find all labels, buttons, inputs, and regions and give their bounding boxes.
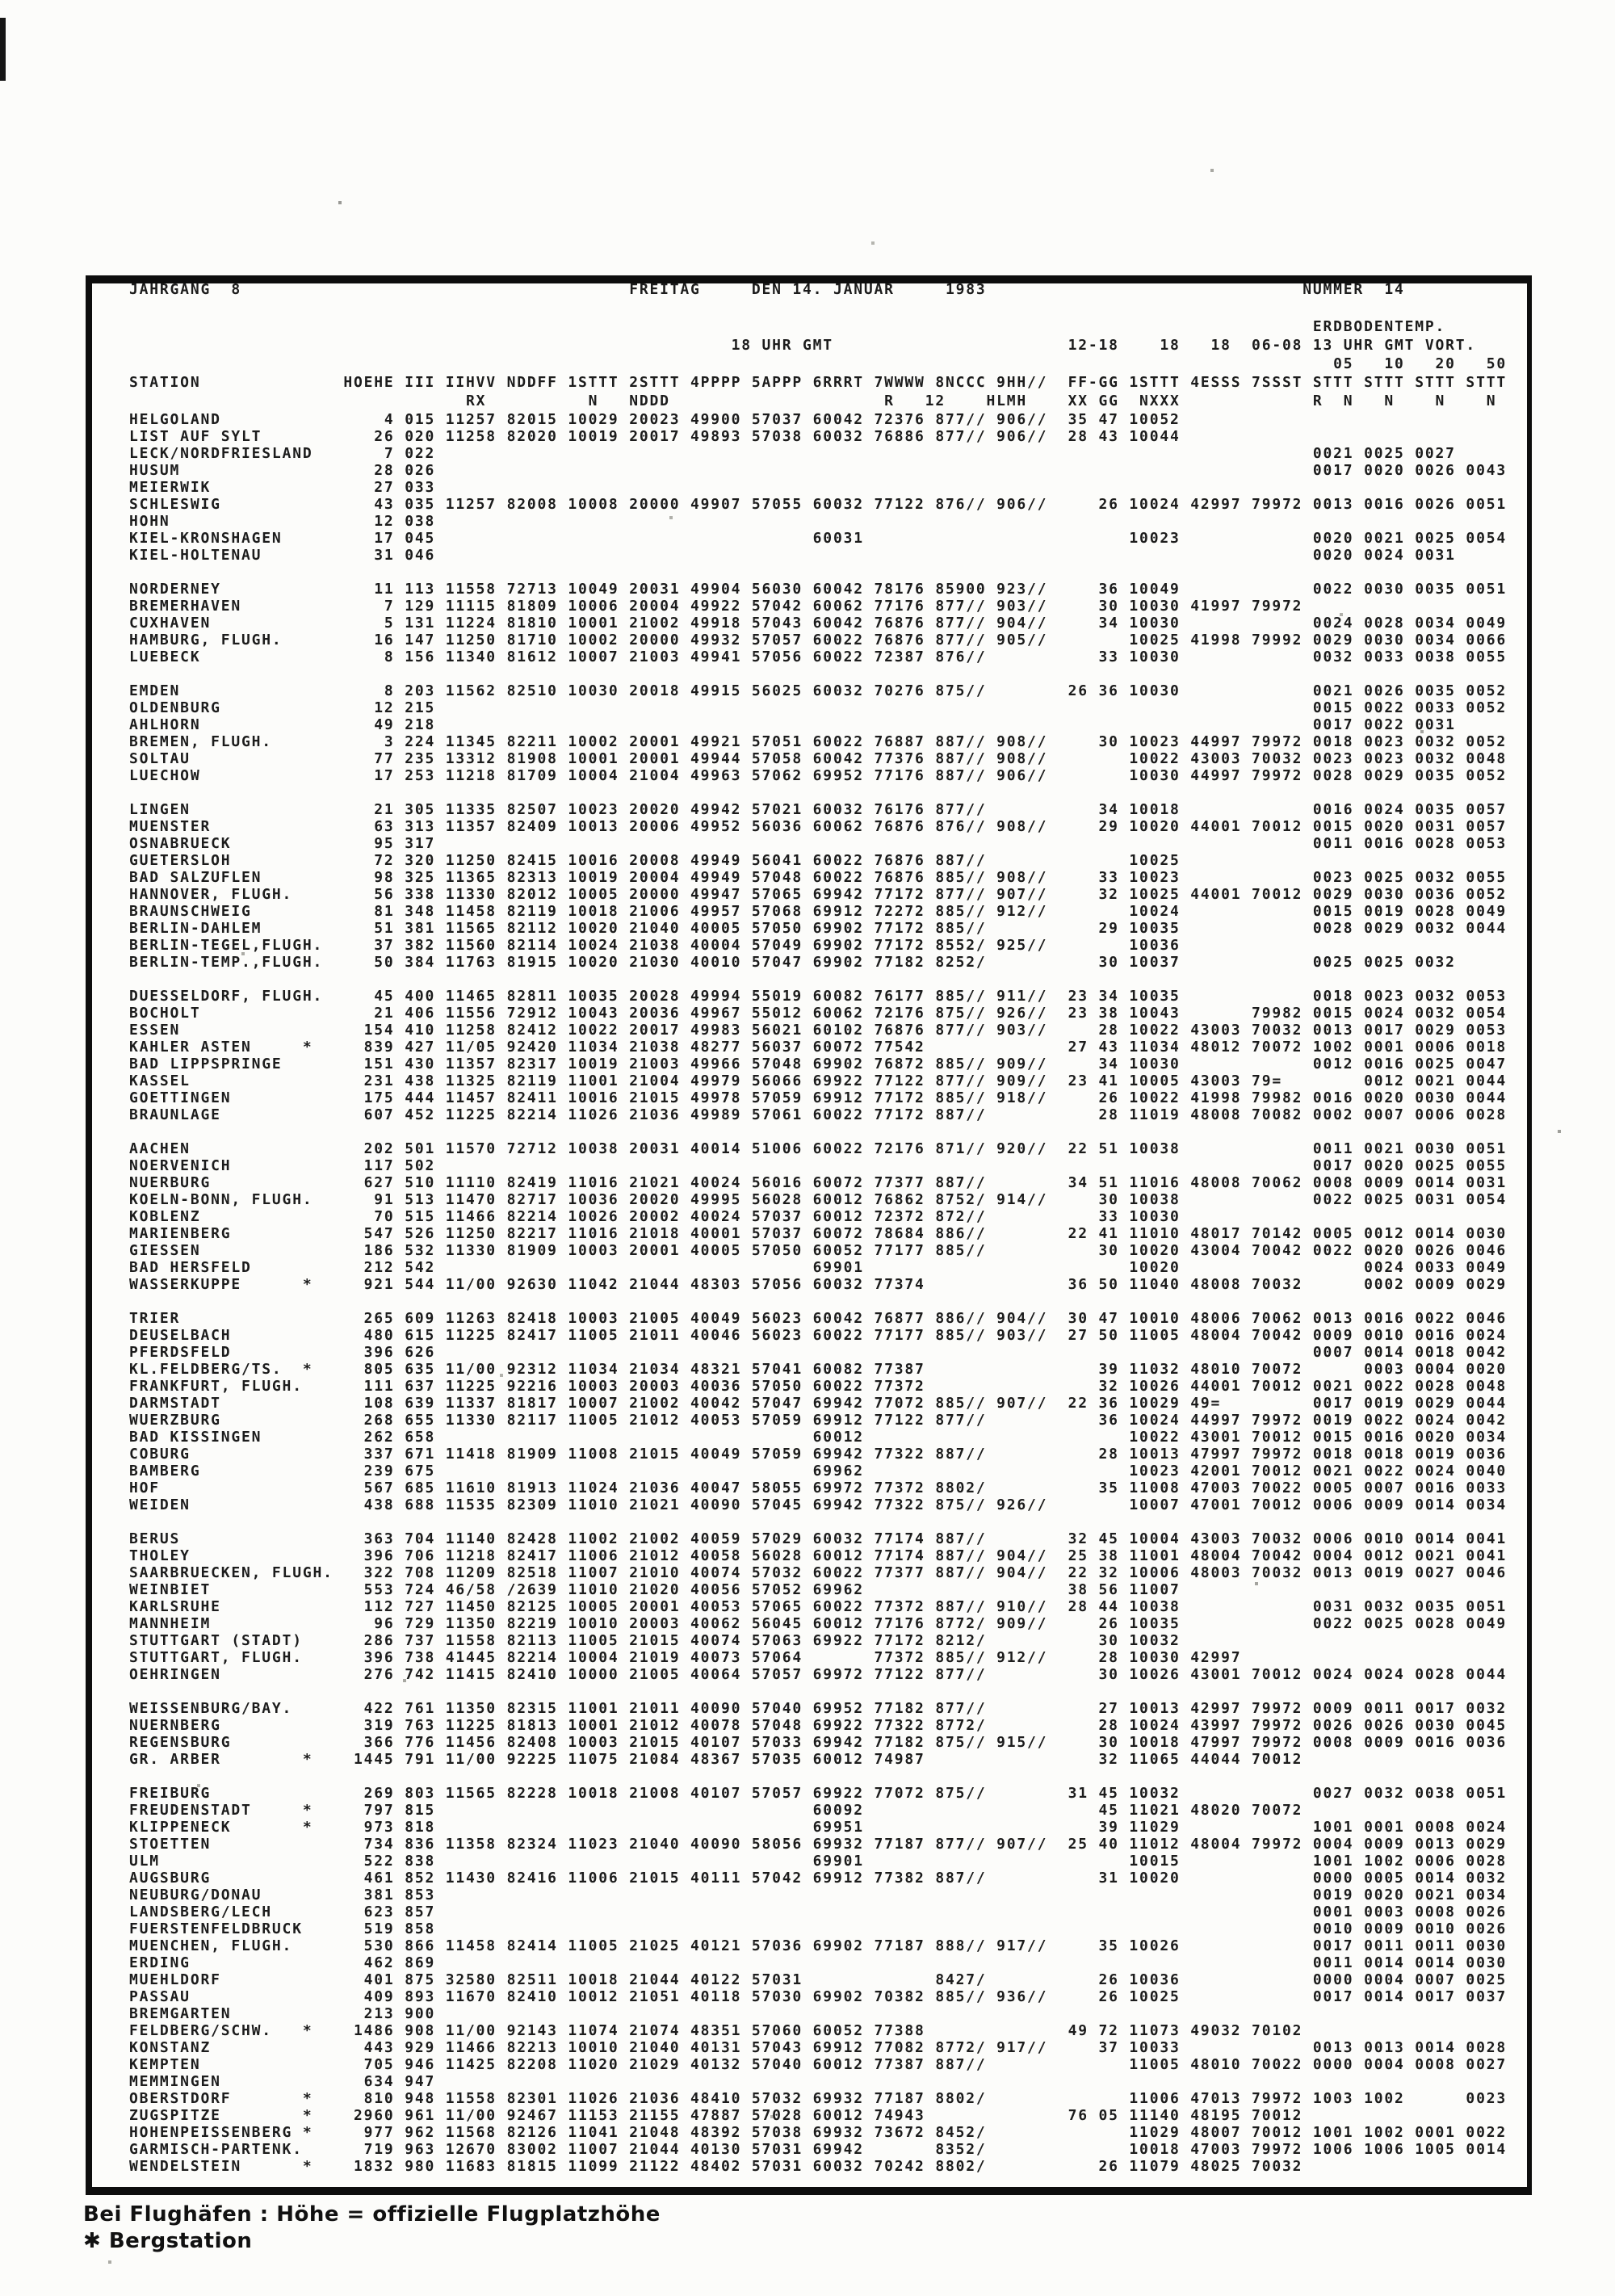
- station-row: KARLSRUHE 112 727 11450 82125 10005 20001 40053 57065 60022 77372 887// 910// 28 44 10038 0031 0032 0035 0051: [129, 1598, 1507, 1615]
- station-row: STUTTGART (STADT) 286 737 11558 82113 11005 21015 40074 57063 69922 77172 8212/ 30 10032: [129, 1632, 1181, 1649]
- station-row: BREMGARTEN 213 900: [129, 2005, 436, 2022]
- station-row: LUEBECK 8 156 11340 81612 10007 21003 49941 57056 60022 72387 876// 33 10030 0032 0033 0038 0055: [129, 649, 1507, 665]
- station-row: FELDBERG/SCHW. * 1486 908 11/00 92143 11074 21074 48351 57060 60052 77388 49 72 11073 49032 70102: [129, 2022, 1303, 2039]
- station-row: ZUGSPITZE * 2960 961 11/00 92467 11153 21155 47887 57028 60012 74943 76 05 11140 48195 70012: [129, 2107, 1303, 2124]
- station-row: SAARBRUECKEN, FLUGH. 322 708 11209 82518 11007 21010 40074 57032 60022 77377 887// 904// 22 32 10006 48003 70032 0013 0019 0027 0046: [129, 1564, 1507, 1581]
- observation-time-line: 18 UHR GMT 12-18 18 18 06-08 13 UHR GMT VORT.: [129, 337, 1477, 354]
- station-row: BERUS 363 704 11140 82428 11002 21002 40059 57029 60032 77174 887// 32 45 10004 43003 70032 0006 0010 0014 0041: [129, 1530, 1507, 1547]
- station-row: STUTTGART, FLUGH. 396 738 41445 82214 10004 21019 40073 57064 77372 885// 912// 28 10030 42997: [129, 1649, 1242, 1666]
- station-row: BREMERHAVEN 7 129 11115 81809 10006 20004 49922 57042 60062 77176 877// 903// 30 10030 41997 79972: [129, 598, 1303, 615]
- station-row: WEISSENBURG/BAY. 422 761 11350 82315 11001 21011 40090 57040 69952 77182 877// 27 10013 42997 79972 0009 0011 0017 0032: [129, 1700, 1507, 1717]
- column-header-line: STATION HOEHE III IIHVV NDDFF 1STTT 2STTT 4PPPP 5APPP 6RRRT 7WWWW 8NCCC 9HH// FF-GG 1STTT 4ESSS 7SSST STTT STTT STTT STTT: [129, 374, 1507, 391]
- station-row: ESSEN 154 410 11258 82412 10022 20017 49983 56021 60102 76876 877// 903// 28 10022 43003 70032 0013 0017 0029 0053: [129, 1022, 1507, 1039]
- station-row: LIST AUF SYLT 26 020 11258 82020 10019 20017 49893 57038 60032 76886 877// 906// 28 43 10044: [129, 428, 1181, 445]
- station-row: ERDING 462 869 0011 0014 0014 0030: [129, 1954, 1507, 1971]
- station-row: TRIER 265 609 11263 82418 10003 21005 40049 56023 60042 76877 886// 904// 30 47 10010 48006 70062 0013 0016 0022 0046: [129, 1310, 1507, 1327]
- station-row: WUERZBURG 268 655 11330 82117 11005 21012 40053 57059 69912 77122 877// 36 10024 44997 79972 0019 0022 0024 0042: [129, 1412, 1507, 1429]
- station-row: MUENCHEN, FLUGH. 530 866 11458 82414 11005 21025 40121 57036 69902 77187 888// 917// 35 10026 0017 0011 0011 0030: [129, 1937, 1507, 1954]
- station-row: GIESSEN 186 532 11330 81909 10003 20001 40005 57050 60052 77177 885// 30 10020 43004 70042 0022 0020 0026 0046: [129, 1242, 1507, 1259]
- station-row: BOCHOLT 21 406 11556 72912 10043 20036 49967 55012 60062 72176 875// 926// 23 38 10043 79982 0015 0024 0032 0054: [129, 1005, 1507, 1022]
- station-row: AUGSBURG 461 852 11430 82416 11006 21015 40111 57042 69912 77382 887// 31 10020 0000 0005 0014 0032: [129, 1870, 1507, 1887]
- station-row: BERLIN-TEGEL,FLUGH. 37 382 11560 82114 10024 21038 40004 57049 69902 77172 8552/ 925// 10036: [129, 937, 1181, 954]
- station-row: LANDSBERG/LECH 623 857 0001 0003 0008 0026: [129, 1904, 1507, 1920]
- station-row: HOHN 12 038: [129, 513, 436, 530]
- station-row: NUERNBERG 319 763 11225 81813 10001 21012 40078 57048 69922 77322 8772/ 28 10024 43997 79972 0026 0026 0030 0045: [129, 1717, 1507, 1734]
- station-row: NUERBURG 627 510 11110 82419 11016 21021 40024 56016 60072 77377 887// 34 51 11016 48008 70062 0008 0009 0014 0031: [129, 1174, 1507, 1191]
- station-row: HOF 567 685 11610 81913 11024 21036 40047 58055 69972 77372 8802/ 35 11008 47003 70022 0005 0007 0016 0033: [129, 1480, 1507, 1496]
- station-row: KONSTANZ 443 929 11466 82213 10010 21040 40131 57043 69912 77082 8772/ 917// 37 10033 0013 0013 0014 0028: [129, 2039, 1507, 2056]
- station-row: BERLIN-DAHLEM 51 381 11565 82112 10020 21040 40005 57050 69902 77172 885// 29 10035 0028 0029 0032 0044: [129, 920, 1507, 937]
- station-row: NOERVENICH 117 502 0017 0020 0025 0055: [129, 1157, 1507, 1174]
- erdbodentemp-header-line: ERDBODENTEMP.: [129, 318, 1446, 335]
- station-row: CUXHAVEN 5 131 11224 81810 10001 21002 49918 57043 60042 76876 877// 904// 34 10030 0024 0028 0034 0049: [129, 615, 1507, 632]
- station-row: GUETERSLOH 72 320 11250 82415 10016 20008 49949 56041 60022 76876 887// 10025: [129, 852, 1181, 869]
- column-subheader-line: RX N NDDD R 12 HLMH XX GG NXXX R N N N N: [129, 392, 1497, 409]
- station-row: FUERSTENFELDBRUCK 519 858 0010 0009 0010 0026: [129, 1920, 1507, 1937]
- station-row: WEIDEN 438 688 11535 82309 11010 21021 40090 57045 69942 77322 875// 926// 10007 47001 70012 0006 0009 0014 0034: [129, 1496, 1507, 1513]
- station-row: GOETTINGEN 175 444 11457 82411 10016 21015 49978 57059 69912 77172 885// 918// 26 10022 41998 79982 0016 0020 0030 0044: [129, 1089, 1507, 1106]
- station-row: BERLIN-TEMP.,FLUGH. 50 384 11763 81915 10020 21030 40010 57047 69902 77182 8252/ 30 10037 0025 0025 0032: [129, 954, 1456, 971]
- station-row: SOLTAU 77 235 13312 81908 10001 20001 49944 57058 60042 77376 887// 908// 10022 43003 70032 0023 0023 0032 0048: [129, 750, 1507, 767]
- station-row: KASSEL 231 438 11325 82119 11001 21004 49979 56066 69922 77122 877// 909// 23 41 10005 43003 79= 0012 0021 0044: [129, 1072, 1507, 1089]
- station-row: AACHEN 202 501 11570 72712 10038 20031 40014 51006 60022 72176 871// 920// 22 51 10038 0011 0021 0030 0051: [129, 1140, 1507, 1157]
- station-row: NORDERNEY 11 113 11558 72713 10049 20031 49904 56030 60042 78176 85900 923// 36 10049 0022 0030 0035 0051: [129, 581, 1507, 598]
- footnote-airport-altitude: Bei Flughäfen : Höhe = offizielle Flugplatzhöhe: [83, 2202, 661, 2227]
- station-row: KEMPTEN 705 946 11425 82208 11020 21029 40132 57040 60012 77387 887// 11005 48010 70022 0000 0004 0008 0027: [129, 2056, 1507, 2073]
- station-row: WASSERKUPPE * 921 544 11/00 92630 11042 21044 48303 57056 60032 77374 36 50 11040 48008 70032 0002 0009 0029: [129, 1276, 1507, 1293]
- station-row: THOLEY 396 706 11218 82417 11006 21012 40058 56028 60012 77174 887// 904// 25 38 11001 48004 70042 0004 0012 0021 0041: [129, 1547, 1507, 1564]
- station-row: KOBLENZ 70 515 11466 82214 10026 20002 40024 57037 60012 72372 872// 33 10030: [129, 1208, 1181, 1225]
- station-row: HANNOVER, FLUGH. 56 338 11330 82012 10005 20000 49947 57065 69942 77172 877// 907// 32 10025 44001 70012 0029 0030 0036 0052: [129, 886, 1507, 903]
- station-row: BAD SALZUFLEN 98 325 11365 82313 10019 20004 49949 57048 60022 76876 885// 908// 33 10023 0023 0025 0032 0055: [129, 869, 1507, 886]
- station-row: REGENSBURG 366 776 11456 82408 10003 21015 40107 57033 69942 77182 875// 915// 30 10018 47997 79972 0008 0009 0016 0036: [129, 1734, 1507, 1751]
- masthead-line: JAHRGANG 8 FREITAG DEN 14. JANUAR 1983 NUMMER 14: [129, 281, 1405, 298]
- station-row: FREIBURG 269 803 11565 82228 10018 21008 40107 57057 69922 77072 875// 31 45 10032 0027 0032 0038 0051: [129, 1785, 1507, 1802]
- station-row: MUENSTER 63 313 11357 82409 10013 20006 49952 56036 60062 76876 876// 908// 29 10020 44001 70012 0015 0020 0031 0057: [129, 818, 1507, 835]
- station-row: KOELN-BONN, FLUGH. 91 513 11470 82717 10036 20020 49995 56028 60012 76862 8752/ 914// 30 10038 0022 0025 0031 0054: [129, 1191, 1507, 1208]
- station-row: KL.FELDBERG/TS. * 805 635 11/00 92312 11034 21034 48321 57041 60082 77387 39 11032 48010 70072 0003 0004 0020: [129, 1361, 1507, 1378]
- station-row: HAMBURG, FLUGH. 16 147 11250 81710 10002 20000 49932 57057 60022 76876 877// 905// 10025 41998 79992 0029 0030 0034 0066: [129, 632, 1507, 649]
- station-row: DARMSTADT 108 639 11337 81817 10007 21002 40042 57047 69942 77072 885// 907// 22 36 10029 49= 0017 0019 0029 0044: [129, 1395, 1507, 1412]
- station-row: LUECHOW 17 253 11218 81709 10004 21004 49963 57062 69952 77176 887// 906// 10030 44997 79972 0028 0029 0035 0052: [129, 767, 1507, 784]
- station-row: OLDENBURG 12 215 0015 0022 0033 0052: [129, 699, 1507, 716]
- station-row: OSNABRUECK 95 317 0011 0016 0028 0053: [129, 835, 1507, 852]
- station-row: DUESSELDORF, FLUGH. 45 400 11465 82811 10035 20028 49994 55019 60082 76177 885// 911// 23 34 10035 0018 0023 0032 0053: [129, 988, 1507, 1005]
- station-row: HELGOLAND 4 015 11257 82015 10029 20023 49900 57037 60042 72376 877// 906// 35 47 10052: [129, 411, 1181, 428]
- station-row: STOETTEN 734 836 11358 82324 11023 21040 40090 58056 69932 77187 877// 907// 25 40 11012 48004 79972 0004 0009 0013 0029: [129, 1836, 1507, 1853]
- station-row: BAD HERSFELD 212 542 69901 10020 0024 0033 0049: [129, 1259, 1507, 1276]
- station-row: GR. ARBER * 1445 791 11/00 92225 11075 21084 48367 57035 60012 74987 32 11065 44044 70012: [129, 1751, 1303, 1768]
- station-row: MEIERWIK 27 033: [129, 479, 436, 496]
- station-row: FRANKFURT, FLUGH. 111 637 11225 92216 10003 20003 40036 57050 60022 77372 32 10026 44001 70012 0021 0022 0028 0048: [129, 1378, 1507, 1395]
- station-row: LECK/NORDFRIESLAND 7 022 0021 0025 0027: [129, 445, 1456, 462]
- station-row: GARMISCH-PARTENK. 719 963 12670 83002 11007 21044 40130 57031 69942 8352/ 10018 47003 79972 1006 1006 1005 0014: [129, 2141, 1507, 2158]
- station-row: LINGEN 21 305 11335 82507 10023 20020 49942 57021 60032 76176 877// 34 10018 0016 0024 0035 0057: [129, 801, 1507, 818]
- station-row: BAD LIPPSPRINGE 151 430 11357 82317 10019 21003 49966 57048 69902 76872 885// 909// 34 10030 0012 0016 0025 0047: [129, 1056, 1507, 1072]
- station-row: MUEHLDORF 401 875 32580 82511 10018 21044 40122 57031 8427/ 26 10036 0000 0004 0007 0025: [129, 1971, 1507, 1988]
- station-row: NEUBURG/DONAU 381 853 0019 0020 0021 0034: [129, 1887, 1507, 1904]
- station-row: KIEL-HOLTENAU 31 046 0020 0024 0031: [129, 547, 1456, 564]
- station-row: WEINBIET 553 724 46/58 /2639 11010 21020 40056 57052 69962 38 56 11007: [129, 1581, 1181, 1598]
- station-row: DEUSELBACH 480 615 11225 82417 11005 21011 40046 56023 60022 77177 885// 903// 27 50 11005 48004 70042 0009 0010 0016 0024: [129, 1327, 1507, 1344]
- footnote-bergstation: ✱ Bergstation: [83, 2229, 253, 2253]
- station-row: BREMEN, FLUGH. 3 224 11345 82211 10002 20001 49921 57051 60022 76887 887// 908// 30 10023 44997 79972 0018 0023 0032 0052: [129, 733, 1507, 750]
- station-row: BAD KISSINGEN 262 658 60012 10022 43001 70012 0015 0016 0020 0034: [129, 1429, 1507, 1446]
- station-row: MANNHEIM 96 729 11350 82219 10010 20003 40062 56045 60012 77176 8772/ 909// 26 10035 0022 0025 0028 0049: [129, 1615, 1507, 1632]
- station-row: MEMMINGEN 634 947: [129, 2073, 436, 2090]
- station-row: OBERSTDORF * 810 948 11558 82301 11026 21036 48410 57032 69932 77187 8802/ 11006 47013 79972 1003 1002 0023: [129, 2090, 1507, 2107]
- station-row: ULM 522 838 69901 10015 1001 1002 0006 0028: [129, 1853, 1507, 1870]
- station-row: FREUDENSTADT * 797 815 60092 45 11021 48020 70072: [129, 1802, 1303, 1819]
- station-row: BRAUNSCHWEIG 81 348 11458 82119 10018 21006 49957 57068 69912 72272 885// 912// 10024 0015 0019 0028 0049: [129, 903, 1507, 920]
- station-row: BRAUNLAGE 607 452 11225 82214 11026 21036 49989 57061 60022 77172 887// 28 11019 48008 70082 0002 0007 0006 0028: [129, 1106, 1507, 1123]
- station-row: BAMBERG 239 675 69962 10023 42001 70012 0021 0022 0024 0040: [129, 1463, 1507, 1480]
- station-row: KLIPPENECK * 973 818 69951 39 11029 1001 0001 0008 0024: [129, 1819, 1507, 1836]
- station-row: SCHLESWIG 43 035 11257 82008 10008 20000 49907 57055 60032 77122 876// 906// 26 10024 42997 79972 0013 0016 0026 0051: [129, 496, 1507, 513]
- station-row: HUSUM 28 026 0017 0020 0026 0043: [129, 462, 1507, 479]
- station-row: PFERDSFELD 396 626 0007 0014 0018 0042: [129, 1344, 1507, 1361]
- station-row: AHLHORN 49 218 0017 0022 0031: [129, 716, 1456, 733]
- station-row: HOHENPEISSENBERG * 977 962 11568 82126 11041 21048 48392 57038 69932 73672 8452/ 11029 48007 70012 1001 1002 0001 0022: [129, 2124, 1507, 2141]
- station-row: COBURG 337 671 11418 81909 11008 21015 40049 57059 69942 77322 887// 28 10013 47997 79972 0018 0018 0019 0036: [129, 1446, 1507, 1463]
- station-row: PASSAU 409 893 11670 82410 10012 21051 40118 57030 69902 70382 885// 936// 26 10025 0017 0014 0017 0037: [129, 1988, 1507, 2005]
- station-row: KIEL-KRONSHAGEN 17 045 60031 10023 0020 0021 0025 0054: [129, 530, 1507, 547]
- soil-depth-label-line: 05 10 20 50: [129, 355, 1507, 372]
- station-row: WENDELSTEIN * 1832 980 11683 81815 11099 21122 48402 57031 60032 70242 8802/ 26 11079 48025 70032: [129, 2158, 1303, 2175]
- station-row: KAHLER ASTEN * 839 427 11/05 92420 11034 21038 48277 56037 60072 77542 27 43 11034 48012 70072 1002 0001 0006 0018: [129, 1039, 1507, 1056]
- station-row: EMDEN 8 203 11562 82510 10030 20018 49915 56025 60032 70276 875// 26 36 10030 0021 0026 0035 0052: [129, 682, 1507, 699]
- station-row: OEHRINGEN 276 742 11415 82410 10000 21005 40064 57057 69972 77122 877// 30 10026 43001 70012 0024 0024 0028 0044: [129, 1666, 1507, 1683]
- station-row: MARIENBERG 547 526 11250 82217 11016 21018 40001 57037 60072 78684 886// 22 41 11010 48017 70142 0005 0012 0014 0030: [129, 1225, 1507, 1242]
